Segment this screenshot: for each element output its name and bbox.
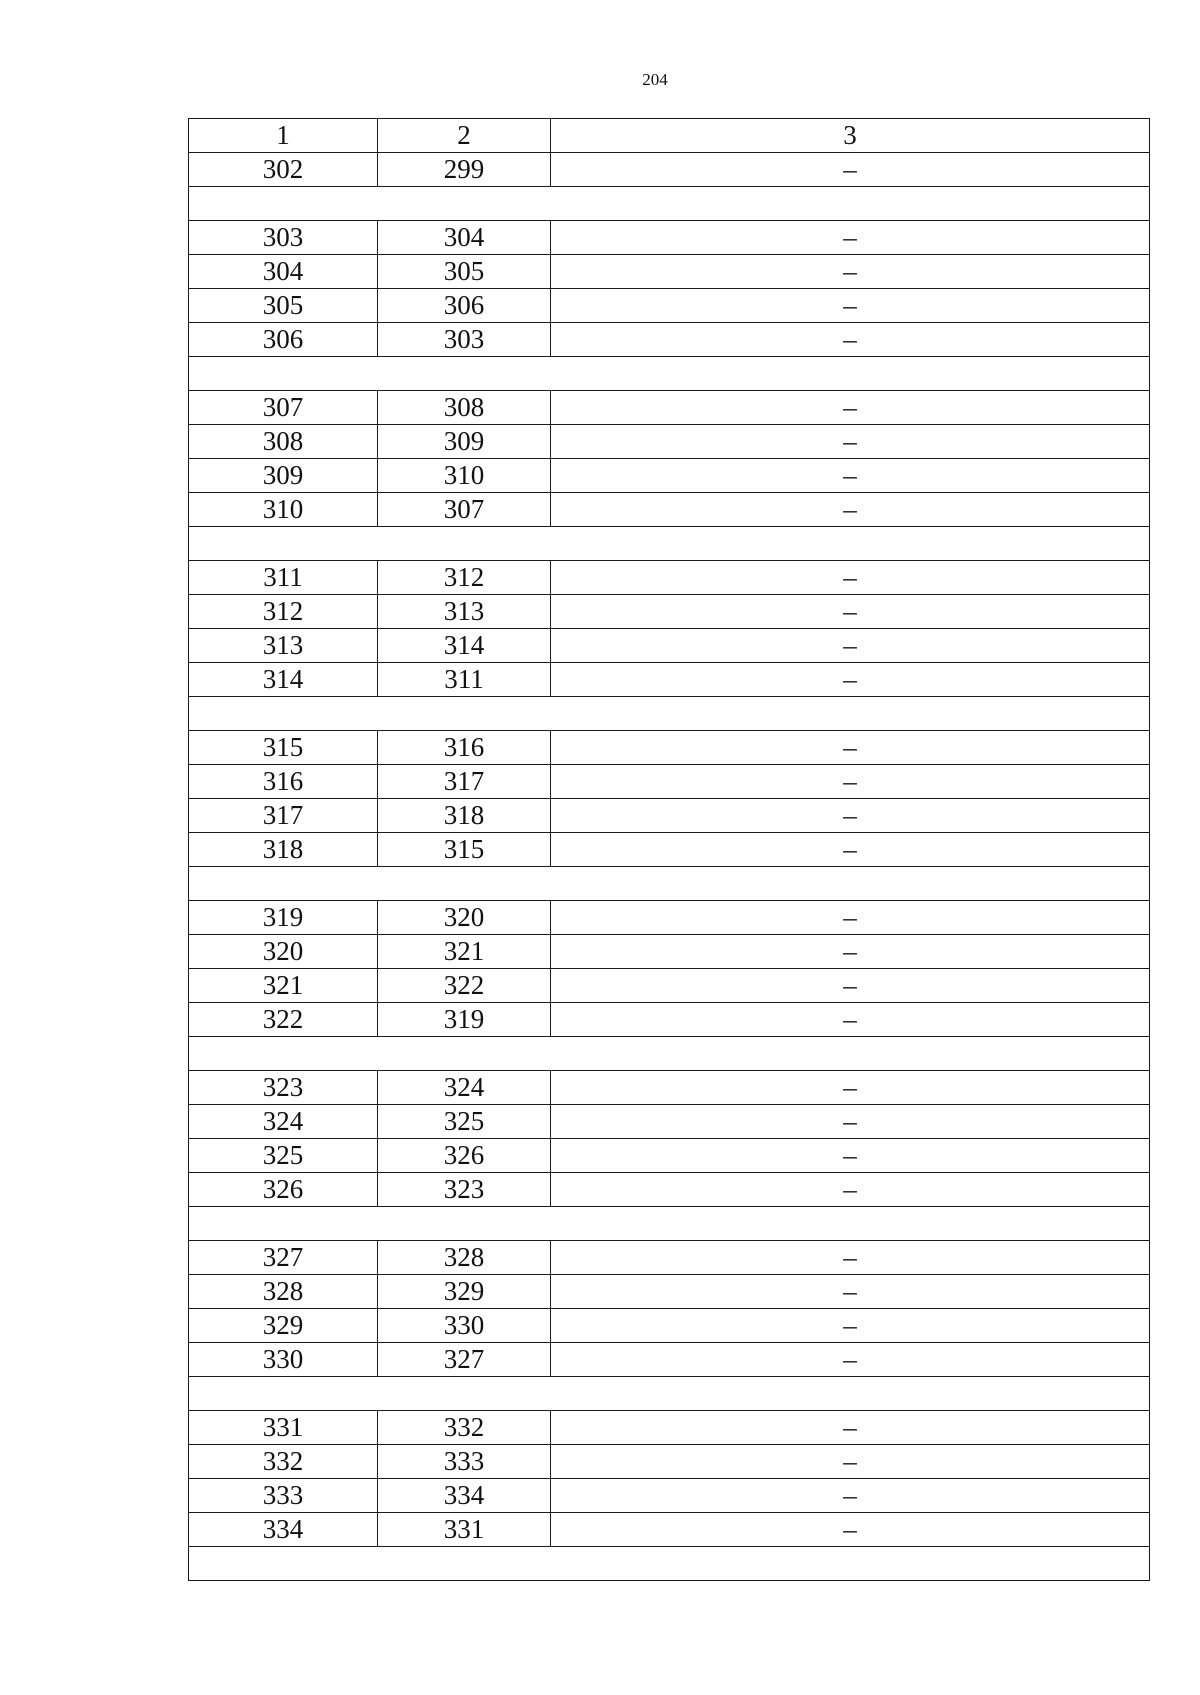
table-cell-col1: 306 <box>189 323 378 357</box>
table-cell-col2: 314 <box>378 629 551 663</box>
table-row <box>189 595 1150 629</box>
table-cell-col3: – <box>551 1105 1150 1139</box>
data-table <box>188 118 1150 1581</box>
table-cell-col1: 323 <box>189 1071 378 1105</box>
table-row <box>189 221 1150 255</box>
table-cell-col2: 313 <box>378 595 551 629</box>
separator-cell <box>189 867 1150 901</box>
table-cell-col3: – <box>551 663 1150 697</box>
separator-row <box>189 1037 1150 1071</box>
table-cell-col1: 317 <box>189 799 378 833</box>
table-cell-col2: 303 <box>378 323 551 357</box>
table-cell-col3: – <box>551 1071 1150 1105</box>
table-cell-col1: 332 <box>189 1445 378 1479</box>
table-row <box>189 1139 1150 1173</box>
table-cell-col1: 328 <box>189 1275 378 1309</box>
table-row <box>189 799 1150 833</box>
table-cell-col3: – <box>551 1309 1150 1343</box>
table-cell-col3: – <box>551 1343 1150 1377</box>
separator-cell <box>189 1037 1150 1071</box>
table-cell-col1: 330 <box>189 1343 378 1377</box>
table-cell-col2: 309 <box>378 425 551 459</box>
table-cell-col3: – <box>551 935 1150 969</box>
table-cell-col1: 325 <box>189 1139 378 1173</box>
table-row <box>189 1003 1150 1037</box>
table-row <box>189 1173 1150 1207</box>
table-cell-col1: 320 <box>189 935 378 969</box>
table-row <box>189 153 1150 187</box>
table-cell-col2: 326 <box>378 1139 551 1173</box>
table-cell-col3: – <box>551 629 1150 663</box>
separator-row <box>189 357 1150 391</box>
table-cell-col2: 324 <box>378 1071 551 1105</box>
table-cell-col3: – <box>551 289 1150 323</box>
table-row <box>189 391 1150 425</box>
table-cell-col1: 304 <box>189 255 378 289</box>
table-cell-col1: 313 <box>189 629 378 663</box>
separator-row <box>189 527 1150 561</box>
table-cell-col1: 311 <box>189 561 378 595</box>
table-cell-col2: 310 <box>378 459 551 493</box>
table-row <box>189 1071 1150 1105</box>
table-cell-col3: – <box>551 255 1150 289</box>
table-cell-col2: 331 <box>378 1513 551 1547</box>
header-row <box>189 119 1150 153</box>
table-cell-col1: 308 <box>189 425 378 459</box>
table-row <box>189 1275 1150 1309</box>
table-cell-col1: 334 <box>189 1513 378 1547</box>
table-cell-col3: – <box>551 1139 1150 1173</box>
table-cell-col1: 319 <box>189 901 378 935</box>
table-cell-col2: 323 <box>378 1173 551 1207</box>
table-cell-col2: 308 <box>378 391 551 425</box>
separator-row <box>189 867 1150 901</box>
table-cell-col1: 321 <box>189 969 378 1003</box>
table-cell-col1: 307 <box>189 391 378 425</box>
table-row <box>189 289 1150 323</box>
table-cell-col1: 329 <box>189 1309 378 1343</box>
table-cell-col2: 332 <box>378 1411 551 1445</box>
table-cell-col3: – <box>551 1241 1150 1275</box>
table-cell-col2: 307 <box>378 493 551 527</box>
table-cell-col1: 310 <box>189 493 378 527</box>
table-cell-col2: 330 <box>378 1309 551 1343</box>
table-cell-col2: 325 <box>378 1105 551 1139</box>
table-cell-col2: 320 <box>378 901 551 935</box>
table-cell-col2: 305 <box>378 255 551 289</box>
table-cell-col2: 322 <box>378 969 551 1003</box>
table-row <box>189 1411 1150 1445</box>
table-cell-col3: – <box>551 425 1150 459</box>
table-cell-col3: – <box>551 153 1150 187</box>
separator-row <box>189 1547 1150 1581</box>
table-row <box>189 969 1150 1003</box>
separator-row <box>189 1207 1150 1241</box>
table-cell-col3: – <box>551 731 1150 765</box>
table-cell-col1: 327 <box>189 1241 378 1275</box>
separator-cell <box>189 1207 1150 1241</box>
table-cell-col1: 302 <box>189 153 378 187</box>
table-cell-col2: 306 <box>378 289 551 323</box>
separator-row <box>189 1377 1150 1411</box>
table-row <box>189 1309 1150 1343</box>
table-cell-col1: 1 <box>189 119 378 153</box>
table-cell-col3: – <box>551 1445 1150 1479</box>
table-row <box>189 561 1150 595</box>
table-row <box>189 459 1150 493</box>
table-row <box>189 1513 1150 1547</box>
table-cell-col2: 2 <box>378 119 551 153</box>
table-cell-col1: 314 <box>189 663 378 697</box>
table-cell-col1: 333 <box>189 1479 378 1513</box>
table-cell-col3: – <box>551 1003 1150 1037</box>
table-cell-col3: – <box>551 833 1150 867</box>
table-row <box>189 731 1150 765</box>
table-cell-col2: 333 <box>378 1445 551 1479</box>
table-cell-col1: 309 <box>189 459 378 493</box>
table-cell-col1: 312 <box>189 595 378 629</box>
table-cell-col3: – <box>551 1275 1150 1309</box>
table-cell-col1: 324 <box>189 1105 378 1139</box>
table-row <box>189 1343 1150 1377</box>
table-row <box>189 1445 1150 1479</box>
table-row <box>189 1479 1150 1513</box>
separator-cell <box>189 527 1150 561</box>
separator-cell <box>189 1547 1150 1581</box>
table-cell-col2: 327 <box>378 1343 551 1377</box>
separator-cell <box>189 187 1150 221</box>
table-cell-col3: – <box>551 1513 1150 1547</box>
table-row <box>189 425 1150 459</box>
separator-cell <box>189 357 1150 391</box>
table-row <box>189 323 1150 357</box>
table-cell-col3: – <box>551 765 1150 799</box>
table-cell-col1: 315 <box>189 731 378 765</box>
table-row <box>189 935 1150 969</box>
table-cell-col3: – <box>551 1479 1150 1513</box>
table-cell-col3: – <box>551 1173 1150 1207</box>
table-row <box>189 1105 1150 1139</box>
table-row <box>189 663 1150 697</box>
table-cell-col2: 318 <box>378 799 551 833</box>
table-cell-col3: – <box>551 391 1150 425</box>
table-cell-col2: 334 <box>378 1479 551 1513</box>
table-cell-col2: 321 <box>378 935 551 969</box>
table-cell-col3: – <box>551 493 1150 527</box>
table-cell-col1: 318 <box>189 833 378 867</box>
table-cell-col3: – <box>551 901 1150 935</box>
table-row <box>189 629 1150 663</box>
table-cell-col2: 328 <box>378 1241 551 1275</box>
table-cell-col3: 3 <box>551 119 1150 153</box>
table-cell-col2: 329 <box>378 1275 551 1309</box>
table-row <box>189 493 1150 527</box>
table-cell-col1: 303 <box>189 221 378 255</box>
table-cell-col3: – <box>551 323 1150 357</box>
table-cell-col2: 316 <box>378 731 551 765</box>
table-row <box>189 901 1150 935</box>
separator-cell <box>189 697 1150 731</box>
table-row <box>189 833 1150 867</box>
table-cell-col3: – <box>551 221 1150 255</box>
table-cell-col2: 311 <box>378 663 551 697</box>
table-cell-col1: 322 <box>189 1003 378 1037</box>
table-cell-col2: 319 <box>378 1003 551 1037</box>
table-cell-col3: – <box>551 561 1150 595</box>
table-row <box>189 255 1150 289</box>
table-cell-col3: – <box>551 595 1150 629</box>
table-row <box>189 1241 1150 1275</box>
table-body <box>189 119 1150 1581</box>
separator-row <box>189 187 1150 221</box>
page-number: 204 <box>642 70 668 89</box>
table-cell-col3: – <box>551 459 1150 493</box>
table-cell-col1: 305 <box>189 289 378 323</box>
table-cell-col3: – <box>551 969 1150 1003</box>
table-cell-col1: 331 <box>189 1411 378 1445</box>
table-cell-col2: 312 <box>378 561 551 595</box>
table-cell-col2: 299 <box>378 153 551 187</box>
table-cell-col3: – <box>551 799 1150 833</box>
table-cell-col2: 304 <box>378 221 551 255</box>
table-cell-col3: – <box>551 1411 1150 1445</box>
separator-row <box>189 697 1150 731</box>
table-cell-col1: 316 <box>189 765 378 799</box>
table-cell-col1: 326 <box>189 1173 378 1207</box>
table-row <box>189 765 1150 799</box>
table-cell-col2: 317 <box>378 765 551 799</box>
table-cell-col2: 315 <box>378 833 551 867</box>
separator-cell <box>189 1377 1150 1411</box>
